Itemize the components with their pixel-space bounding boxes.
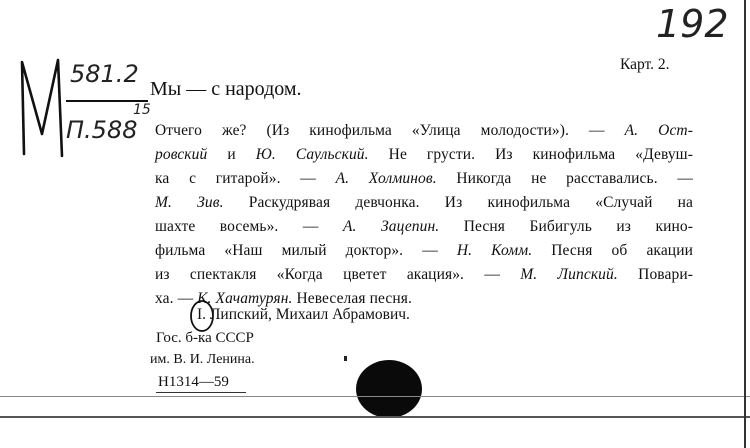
library-line-2: им. В. И. Ленина. [150,352,255,367]
catalog-underline [156,392,246,393]
contents-line-2: ровский и Ю. Саульский. Не грусти. Из кинофильма «Девуш- [155,146,693,163]
library-line-1: Гос. б-ка СССР [156,330,254,346]
speck [344,356,347,361]
punch-hole [356,360,422,418]
contents-line-6: фильма «Наш милый доктор». — Н. Комм. Песня об акации [155,242,693,259]
cut-line-1 [0,396,750,397]
handwritten-mark-icon [16,54,66,164]
contents-line-3: ка с гитарой». — А. Холминов. Никогда не расставались. — [155,170,693,187]
handwritten-note: 15 [133,102,151,118]
contents-line-1: Отчего же? (Из кинофильма «Улица молодости»). — А. Ост- [155,122,693,139]
right-edge [744,0,746,448]
contents-line-5: шахте восемь». — А. Зацепин. Песня Бибигуль из кино- [155,218,693,235]
catalog-number: Н1314—59 [158,374,229,390]
contents-line-4: М. Зив. Раскудрявая девчонка. Из кинофильма «Случай на [155,194,693,211]
page-number: 192 [656,2,729,46]
author-line: I. Липский, Михаил Абрамович. [197,306,410,323]
card-title: Мы — с народом. [150,78,302,100]
card-label: Карт. 2. [620,56,670,73]
class-number-1: 581.2 [70,60,139,88]
contents-line-7: из спектакля «Когда цветет акация». — М. Липский. Повари- [155,266,694,283]
class-number-2: П.588 [66,116,138,144]
contents-line-8: ха. — К. Хачатурян. Невеселая песня. [155,290,412,307]
cut-line-2 [0,416,750,418]
